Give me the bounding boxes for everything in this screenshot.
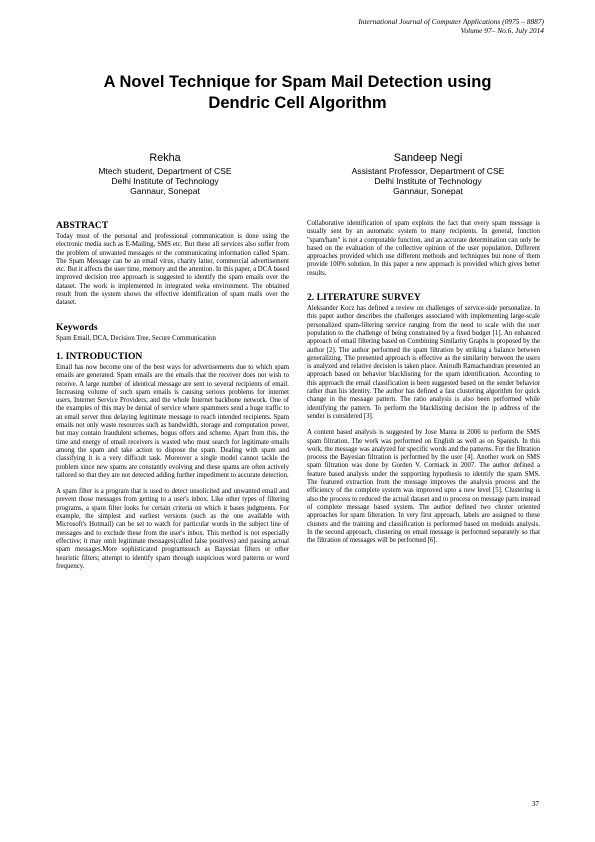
author-name: Rekha (149, 152, 181, 164)
author-block-1 (55, 152, 275, 197)
author-location: Gannaur, Sonepat (130, 186, 200, 197)
introduction-heading: 1. INTRODUCTION (56, 350, 143, 362)
right-column (307, 220, 540, 553)
journal-name: International Journal of Computer Applications (0975 – 8887) (358, 17, 544, 26)
author-position: Assistant Professor, Department of CSE (351, 166, 505, 176)
abstract-text: Today most of the personal and professional communication is done using the electronic media such as E-Mailing, SMS etc. But these all services also suffer from the problem of unwanted messages or the communicating information called Spam. The Spam Message can be an email virus, charity latter, commercial advertisement etc. But it affects the user time, memory and the attention. In this paper, a DCA based improved decision tree approach is suggested to identify the spam emails over the dataset. The work is implemented in integrated weka environment. The obtained result from the system shows the effective identification of spam mails over the dataset. (56, 233, 289, 307)
author-position: Mtech student, Department of CSE (98, 166, 232, 176)
paper-title-line-2: Dendric Cell Algorithm (208, 94, 387, 112)
author-institute: Delhi Institute of Technology (111, 176, 219, 187)
introduction-paragraph-2: A spam filter is a program that is used to detect unsolicited and unwanted email and prevent those messages from getting to a user's inbox. Like other types of filtering programs, a spam filter looks for certain criteria on which it bases judgments. For example, the simplest and earliest versions (such as the one available with Microsoft's Hotmail) can be set to watch for particular words in the subject line of messages and to exclude these from the user's inbox. This method is not especially effective; it may omit legitimate messages(called false positives) and passing actual spam messages.More sophisticated programssuch as Bayesian filters or other heuristic filters; attempt to identify spam through suspicious word patterns or word frequency. (56, 488, 289, 570)
author-location: Gannaur, Sonepat (393, 186, 463, 197)
paper-title-line-1: A Novel Technique for Spam Mail Detection using (103, 73, 492, 91)
abstract-heading: ABSTRACT (56, 220, 109, 231)
introduction-paragraph-1: Email has now become one of the best ways for advertisements due to which spam emails are generated. Spam emails are the emails that the receiver does not wish to receive. A large number of identical message are sent to several recipients of email. Increasing volume of such spam emails is causing serious problems for internet users, Internet Service Providers, and the whole Internet backbone network. One of the examples of this may be denial of service where spammers send a huge traffic to an email server thus delaying legitimate message to reach intended recipients. Spam emails not only waste resources such as bandwidth, storage and computation power, but may contain fraudulent schemes, bogus offers and scheme. Apart from this, the time and energy of email receivers is wasted who must search for legitimate emails among the spam and take action to dispose the spam. Dealing with spam and classifying it is a very difficult task. Moreover a single model cannot tackle the problem since new spams are constantly evolving and these spams are often actively tailored so that they are not detected adding further impediment to accurate detection. (56, 363, 289, 479)
keywords-heading: Keywords (56, 321, 98, 333)
author-institute: Delhi Institute of Technology (374, 176, 482, 187)
paper-title (40, 72, 555, 114)
literature-heading: 2. LITERATURE SURVEY (307, 292, 421, 304)
literature-paragraph-1: Aleksander Kocz has defined a review on challenges of service-side personalize. In this paper author describes the challenges associated with implementing large-scale personalized spam-filtering service ranging from the need to scale with the user population to the challenge of being constrained by a fixed budget [1]. An enhanced approach of email filtering based on Combining Similarity Graphs is proposed by the author [2]. The author performed the spam filtration by striking a balance between generalizing. The presented approach is effective as the similarity between the users is analyzed and relative decision is taken place. Anirudh Ramachandran presented an approach based on behavior blacklisting for the spam identification. According to this approach the email classification is been suggested based on the sender behavior rather than his identity. The author has defined a fast clustering algorithm for quick change in the message pattern. The ratio analysis is also been performed while identifying the pattern. To perform the blacklisting decision the ip address of the sender is considered [3]. (307, 305, 540, 420)
left-column (56, 220, 289, 579)
page-number: 37 (531, 800, 539, 808)
journal-header (358, 17, 544, 35)
keywords-text: Spam Email, DCA, Decision Tree, Secure Communication (56, 334, 216, 342)
journal-volume: Volume 97– No.6, July 2014 (460, 26, 544, 36)
author-block-2 (318, 152, 538, 197)
author-name: Sandeep Negi (393, 152, 463, 164)
introduction-paragraph-3: Collaborative identification of spam exploits the fact that every spam message is usually sent by an automatic system to many recipients. In general, function "spam/ham" is not a computable function, and an accurate determination can only be based on the evaluation of the collective opinion of the user population. Different approaches provided which use different methods and techniques but none of them provide 100% solution. In this paper a new approach is provided which gives better results. (307, 220, 540, 277)
literature-paragraph-2: A content based analysis is suggested by Jose Marea in 2006 to perform the SMS spam filtration. The work was performed on English as well as on Spanish. In this work, the message was analyzed for specific words and the patterns. For the filtration process the Bayesian filtration is performed by the user [4]. Another work on SMS spam filtration was done by Gorden V. Cormack in 2007. The author defined a feature based analysis under the supporting hypothesis to identify the spam SMS. The featured extraction from the message improves the analysis process and the efficiency of the complete system was improved upto a new level [5]. Clustering is also the process to reduced the actual dataset and to process on message parts instead of complete message based system. The author defined two cluster oriented approaches for spam filteration. In very first approach, labels are assigned to these clusters and the training and classification is performed based on medoids analysis. In the second approach, clustering on email message is performed separately so that the filtration of messages will be performed [6]. (307, 429, 540, 545)
